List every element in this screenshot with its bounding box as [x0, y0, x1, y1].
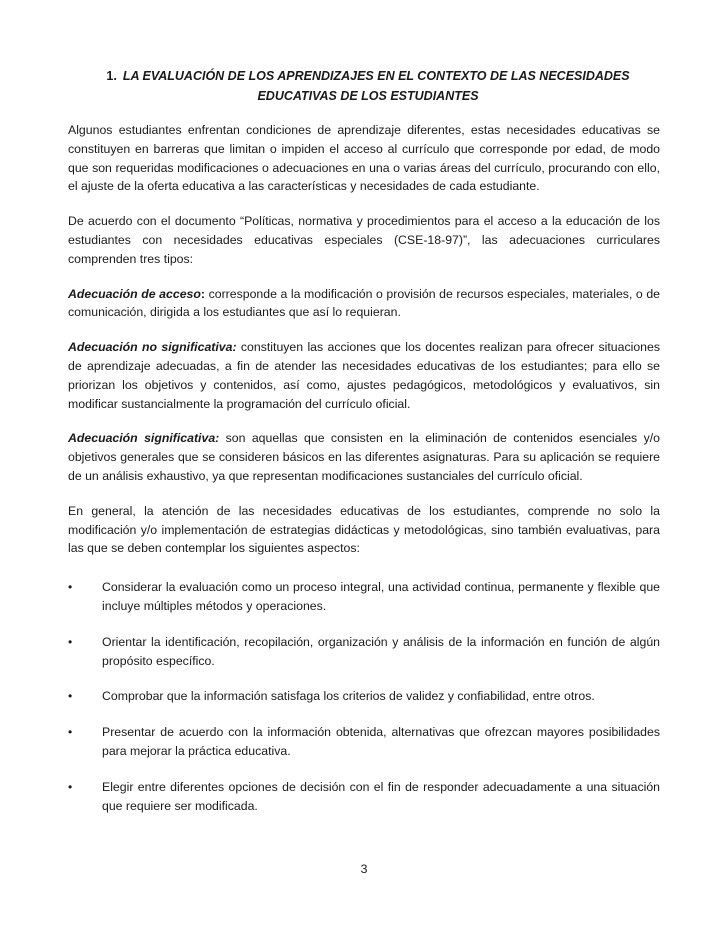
significant-adaptation-term: Adecuación significativa: [68, 431, 220, 446]
list-item-text: Comprobar que la información satisfaga los criterios de validez y confiabilidad, entre otros. [102, 689, 595, 704]
list-item [68, 723, 660, 761]
list-item-text: Orientar la identificación, recopilación, organización y análisis de la información en función de algún propósito específico. [102, 634, 660, 668]
list-item-text: Considerar la evaluación como un proceso integral, una actividad continua, permanente y flexible que incluye múltiples métodos y operaciones. [102, 580, 660, 613]
bullet-icon: • [68, 634, 73, 649]
access-adaptation-colon: : [200, 286, 206, 301]
bullet-icon: • [68, 580, 73, 595]
non-significant-adaptation-text: constituyen las acciones que los docentes realizan para ofrecer situaciones de aprendizaje adecuadas, a fin de atender las necesidades educativas de los estudiantes; para ello se priorizan los objetivos y contenidos, así como, ajustes pedagógicos, metodológicos y evaluativos, sin modificar sustancialmente la programación del currículo oficial. [68, 340, 660, 411]
list-item [68, 633, 660, 671]
list-item [68, 578, 660, 616]
access-adaptation-paragraph [68, 285, 660, 323]
page-number: 3 [360, 862, 368, 876]
document-page [68, 66, 660, 832]
aspects-list [68, 578, 660, 815]
access-adaptation-text: corresponde a la modificación o provisión de recursos especiales, materiales, o de comunicación, dirigida a los estudiantes que así lo requieran. [68, 286, 661, 320]
section-title: LA EVALUACIÓN DE LOS APRENDIZAJES EN EL CONTEXTO DE LAS NECESIDADES EDUCATIVAS DE LOS ESTUDIANTES [122, 69, 630, 103]
list-item [68, 687, 660, 706]
non-significant-adaptation-paragraph [68, 338, 660, 413]
bullet-icon: • [68, 725, 73, 740]
policy-paragraph: De acuerdo con el documento “Políticas, normativa y procedimientos para el acceso a la educación de los estudiantes con necesidades educativas especiales (CSE-18-97)”, las adecuaciones curriculares comprenden tres tipos: [68, 214, 660, 266]
significant-adaptation-text: son aquellas que consisten en la eliminación de contenidos esenciales y/o objetivos generales que se consideren básicos en las diferentes asignaturas. Para su aplicación se requiere de un análisis exhaustivo, ya que representan modificaciones sustanciales del currículo oficial. [68, 431, 660, 483]
general-paragraph: En general, la atención de las necesidades educativas de los estudiantes, comprende no solo la modificación y/o implementación de estrategias didácticas y metodológicas, sino también evaluativas, para las que se deben contemplar los siguientes aspectos: [68, 503, 660, 556]
list-item-text: Elegir entre diferentes opciones de decisión con el fin de responder adecuadamente a una situación que requiere ser modificada. [102, 779, 660, 813]
access-adaptation-term: Adecuación de acceso [68, 286, 201, 301]
section-heading [68, 66, 660, 106]
bullet-icon: • [68, 689, 73, 704]
non-significant-adaptation-term: Adecuación no significativa: [68, 340, 237, 355]
section-number: 1. [106, 69, 117, 83]
bullet-icon: • [68, 779, 73, 794]
intro-paragraph: Algunos estudiantes enfrentan condiciones de aprendizaje diferentes, estas necesidades educativas se constituyen en barreras que limitan o impiden el acceso al currículo que corresponde por edad, de modo que son requeridas modificaciones o adecuaciones en una o varias áreas del currículo, procurando con ello, el ajuste de la oferta educativa a las características y necesidades de cada estudiante. [68, 123, 660, 194]
list-item [68, 778, 660, 816]
significant-adaptation-paragraph [68, 429, 660, 485]
list-item-text: Presentar de acuerdo con la información obtenida, alternativas que ofrezcan mayores posibilidades para mejorar la práctica educativa. [102, 725, 660, 758]
